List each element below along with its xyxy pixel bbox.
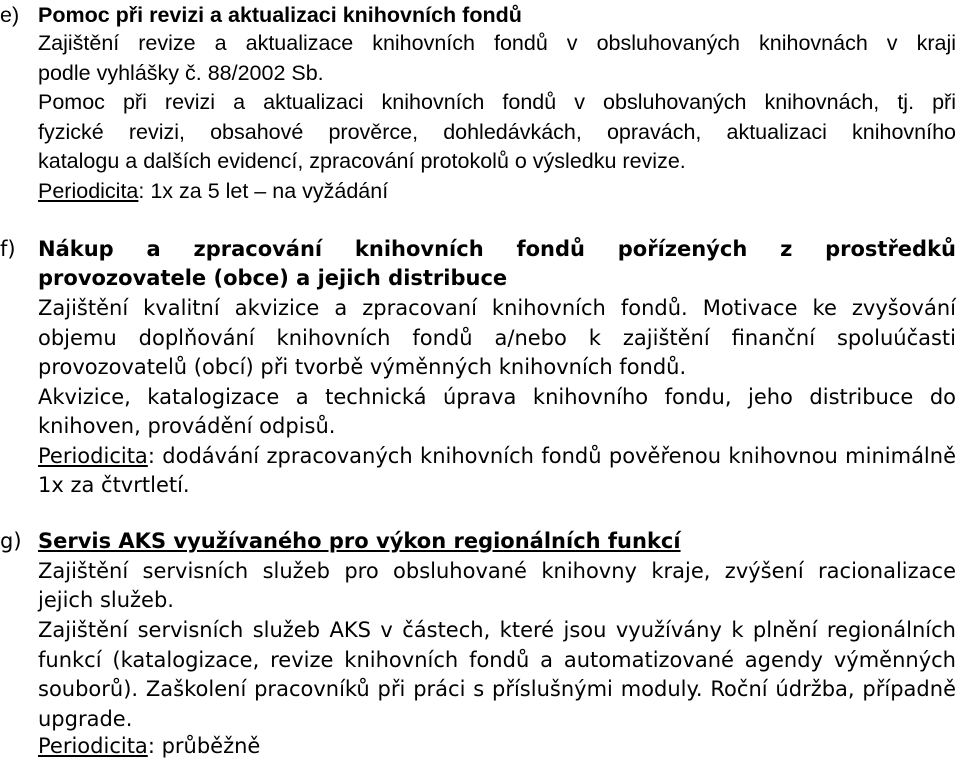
periodicity-value: : dodávání zpracovaných knihovních fondů pověřenou knihovnou minimálně [147,444,956,468]
section-e-p1-line1: Zajištění revize a aktualizace knihovních fondů v obsluhovaných knihovnách v kraji [38,31,956,55]
periodicity-value: : průběžně [147,734,261,758]
section-g-p2-line3: souborů). Zaškolení pracovníků při práci s příslušnými moduly. Roční údržba, případně [38,677,956,701]
section-e-p2-line2: fyzické revizi, obsahové prověrce, dohledávkách, opravách, aktualizaci knihovního [38,120,956,144]
section-f-p2-line1: Akvizice, katalogizace a technická úprava knihovního fondu, jeho distribuce do [38,385,956,409]
periodicity-label: Periodicita [38,179,139,203]
section-f-periodicity [38,443,956,469]
section-g-p2-line2: funkcí (katalogizace, revize knihovních fondů a automatizované agendy výměnných [38,648,956,672]
section-e-heading: Pomoc při revizi a aktualizaci knihovních fondů [38,3,522,27]
section-f-p1-line3: provozovatelů (obcí) při tvorbě výměnných knihovních fondů. [38,355,687,379]
section-e-p2-line1: Pomoc při revizi a aktualizaci knihovních fondů v obsluhovaných knihovnách, tj. při [38,90,956,114]
periodicity-label: Periodicita [38,444,148,468]
section-f-marker: f) [0,237,16,261]
section-f-p1-line2: objemu doplňování knihovních fondů a/nebo k zajištění finanční spoluúčasti [38,326,956,350]
section-f-periodicity-line2: 1x za čtvrtletí. [38,473,190,497]
section-e-p1-line2: podle vyhlášky č. 88/2002 Sb. [38,61,324,85]
section-g-marker: g) [0,529,22,553]
section-f-p2-line2: knihoven, provádění odpisů. [38,414,336,438]
periodicity-value: : 1x za 5 let – na vyžádání [138,179,389,203]
section-g-p1-line2: jejich služeb. [38,588,174,612]
section-g-heading: Servis AKS využívaného pro výkon regionálních funkcí [38,529,681,553]
section-f-heading-line2: provozovatele (obce) a jejich distribuce [38,266,508,290]
section-e-marker: e) [0,3,20,27]
section-f-heading-line1: Nákup a zpracování knihovních fondů pořízených z prostředků [38,237,956,261]
periodicity-label: Periodicita [38,734,148,758]
section-f-p1-line1: Zajištění kvalitní akvizice a zpracovaní knihovních fondů. Motivace ke zvyšování [38,296,956,320]
section-g-p2-line1: Zajištění servisních služeb AKS v částech, které jsou využívány k plnění regionálních [38,618,956,642]
section-g-periodicity [38,733,260,759]
section-g-p1-line1: Zajištění servisních služeb pro obsluhované knihovny kraje, zvýšení racionalizace [38,559,956,583]
section-g-p2-line4: upgrade. [38,707,133,731]
section-e-p2-line3: katalogu a dalších evidencí, zpracování protokolů o výsledku revize. [38,149,686,173]
section-e-periodicity [38,178,388,204]
